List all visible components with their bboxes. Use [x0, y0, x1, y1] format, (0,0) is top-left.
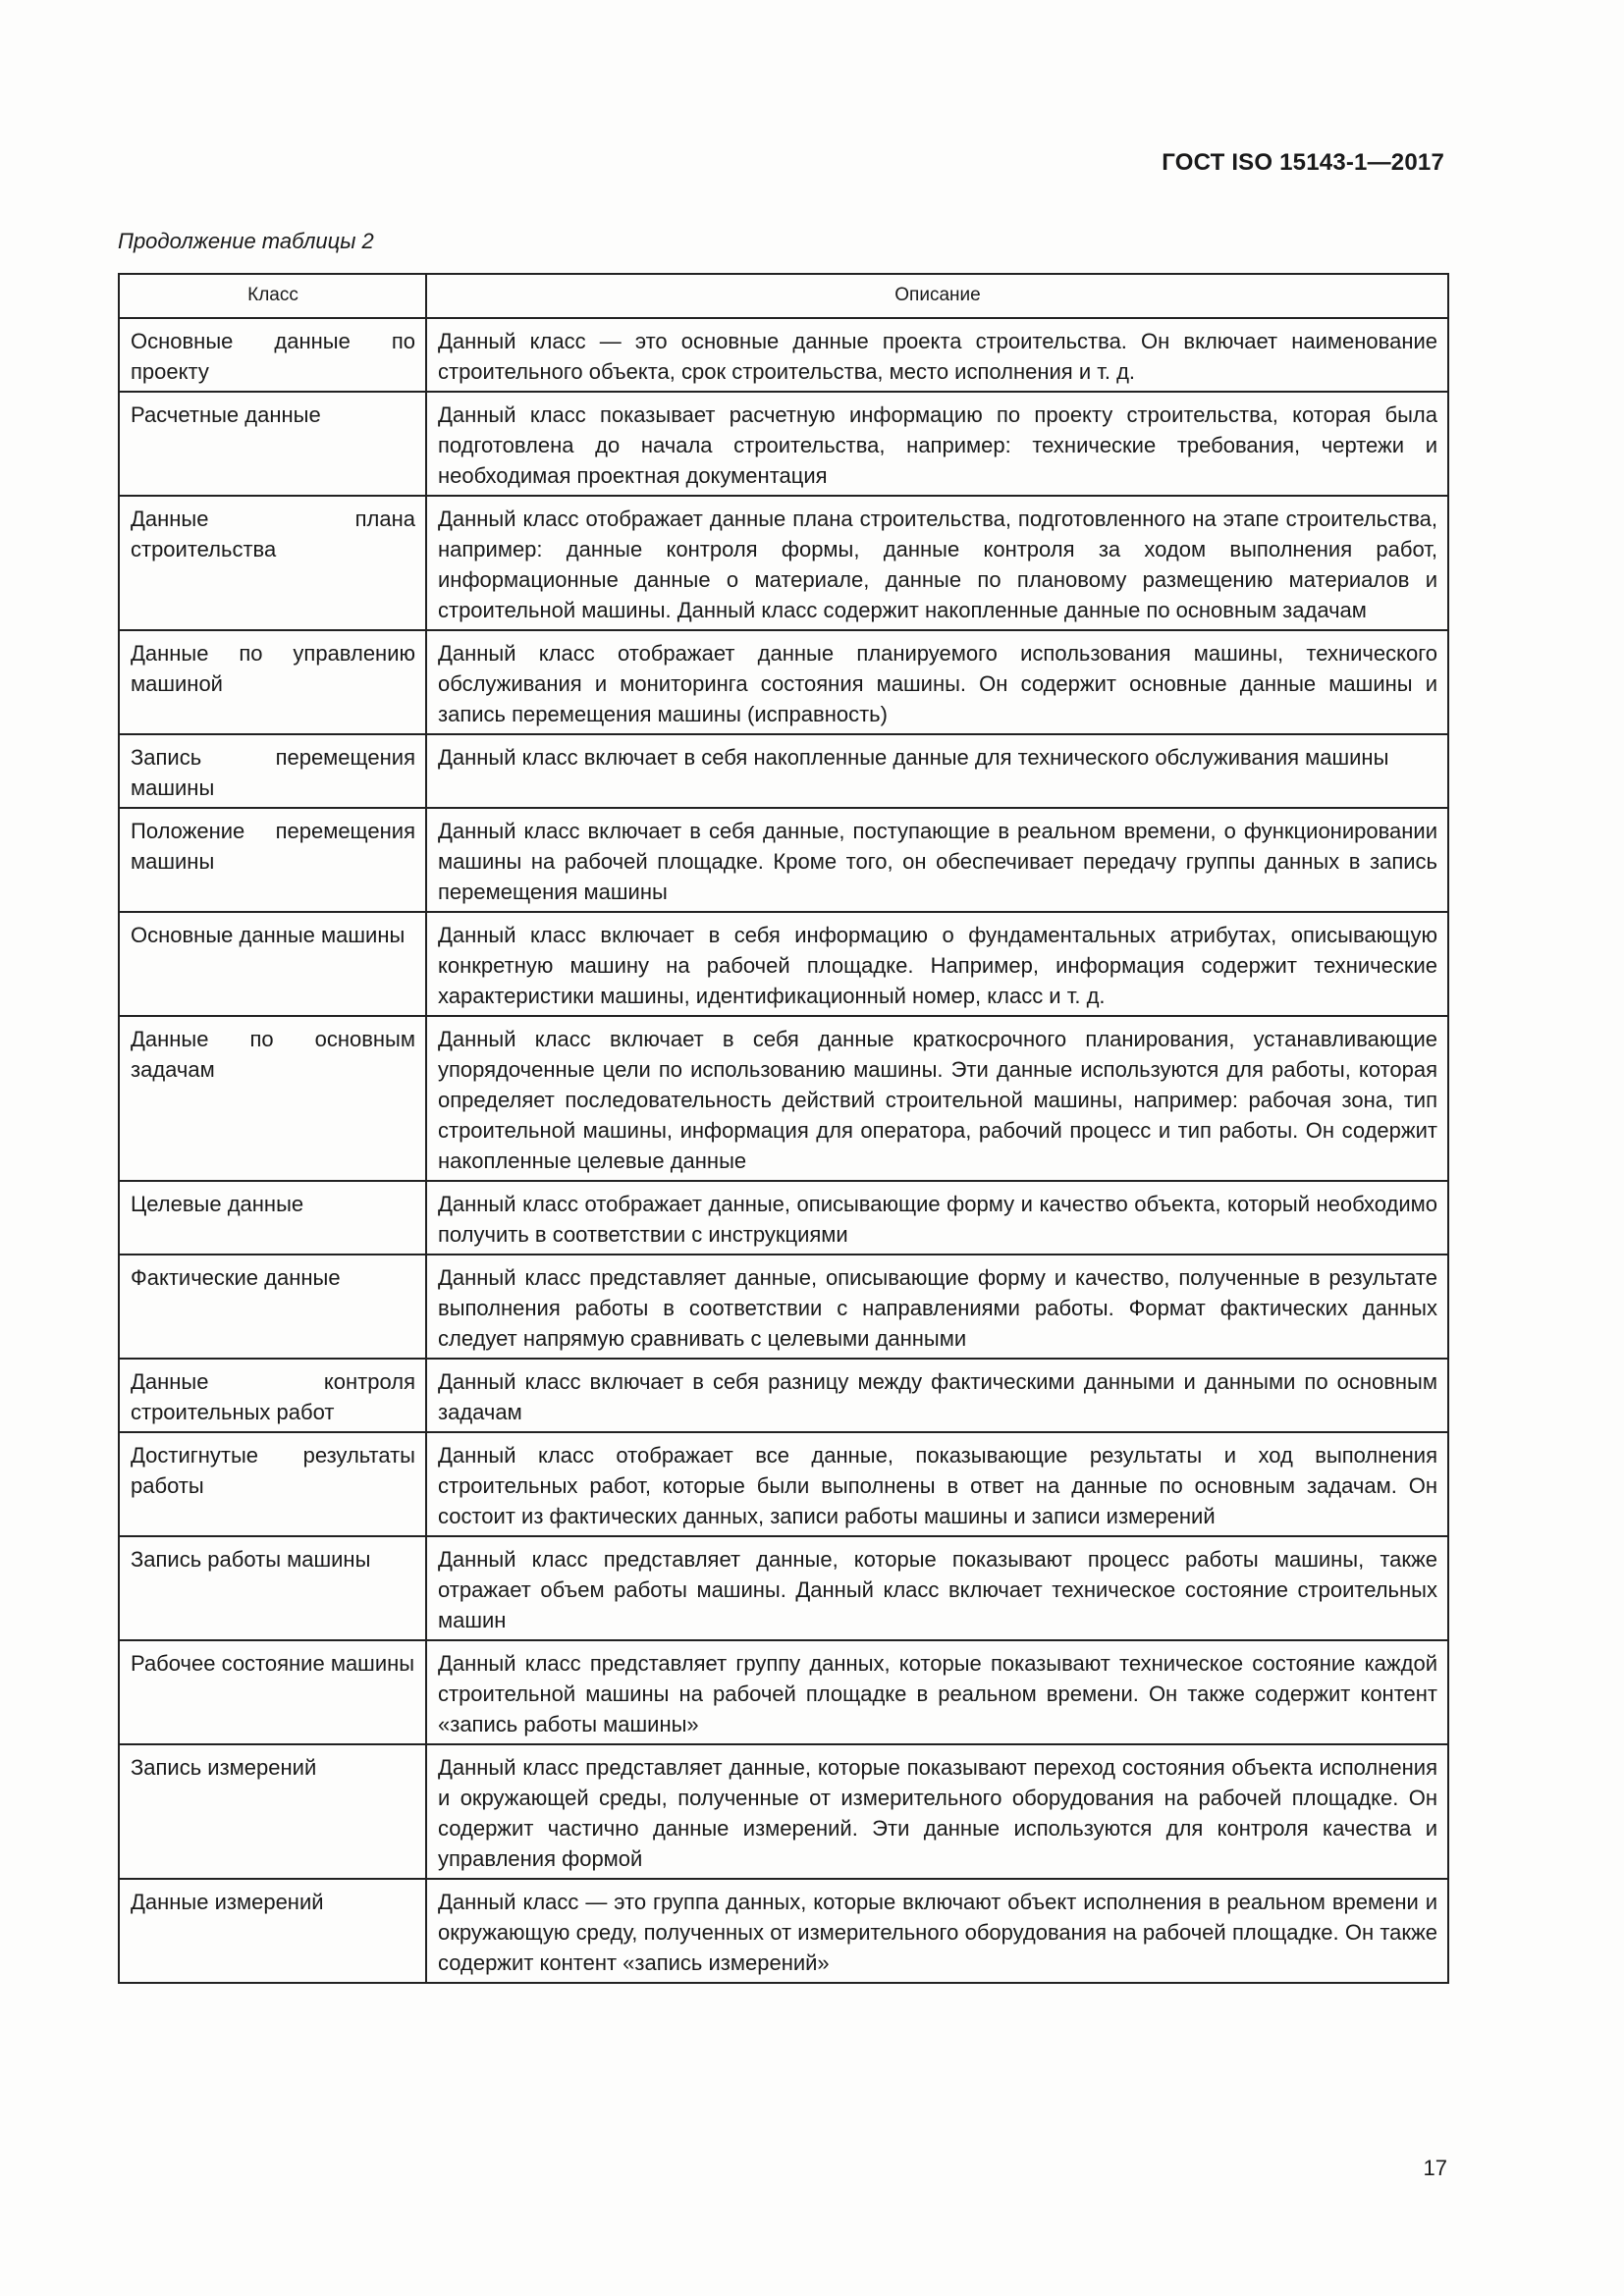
table-row — [119, 318, 1448, 392]
table-row — [119, 1432, 1448, 1536]
standard-header: ГОСТ ISO 15143-1—2017 — [1162, 149, 1444, 176]
table-header-row — [119, 274, 1448, 318]
table-caption: Продолжение таблицы 2 — [118, 229, 374, 253]
description-cell: Данный класс отображает все данные, показывающие результаты и ход выполнения строительных работ, которые были выполнены в ответ на данные по основным задачам. Он состоит из фактических данных, записи работы машины и записи измерений — [426, 1432, 1448, 1536]
class-cell: Данные по управлению машиной — [119, 630, 426, 734]
class-cell: Фактические данные — [119, 1255, 426, 1359]
class-cell: Данные контроля строительных работ — [119, 1359, 426, 1432]
table-row — [119, 630, 1448, 734]
description-cell: Данный класс — это группа данных, которые включают объект исполнения в реальном времени и окружающую среду, полученных от измерительного оборудования на рабочей площадке. Он также содержит контент «запись измерений» — [426, 1879, 1448, 1983]
class-cell: Рабочее состояние машины — [119, 1640, 426, 1744]
table-row — [119, 1016, 1448, 1181]
table-row — [119, 1359, 1448, 1432]
description-cell: Данный класс представляет данные, описывающие форму и качество, полученные в результате выполнения работы в соответствии с направлениями работы. Формат фактических данных следует напрямую сравнивать с целевыми данными — [426, 1255, 1448, 1359]
table-row — [119, 1640, 1448, 1744]
description-cell: Данный класс включает в себя данные, поступающие в реальном времени, о функционировании машины на рабочей площадке. Кроме того, он обеспечивает передачу группы данных в запись перемещения машины — [426, 808, 1448, 912]
description-cell: Данный класс включает в себя информацию о фундаментальных атрибутах, описывающую конкретную машину на рабочей площадке. Например, информация содержит технические характеристики машины, идентификационный номер, класс и т. д. — [426, 912, 1448, 1016]
class-cell: Расчетные данные — [119, 392, 426, 496]
column-header-description: Описание — [426, 274, 1448, 318]
classes-table — [118, 273, 1449, 1984]
class-cell: Целевые данные — [119, 1181, 426, 1255]
description-cell: Данный класс отображает данные планируемого использования машины, технического обслуживания и мониторинга состояния машины. Он содержит основные данные машины и запись перемещения машины (исправность) — [426, 630, 1448, 734]
table-row — [119, 1255, 1448, 1359]
class-cell: Данные плана строительства — [119, 496, 426, 630]
description-cell: Данный класс включает в себя накопленные данные для технического обслуживания машины — [426, 734, 1448, 808]
table-row — [119, 392, 1448, 496]
table-row — [119, 1536, 1448, 1640]
table-row — [119, 1744, 1448, 1879]
description-cell: Данный класс показывает расчетную информацию по проекту строительства, которая была подготовлена до начала строительства, например: технические требования, чертежи и необходимая проектная документация — [426, 392, 1448, 496]
class-cell: Данные измерений — [119, 1879, 426, 1983]
description-cell: Данный класс — это основные данные проекта строительства. Он включает наименование строительного объекта, срок строительства, место исполнения и т. д. — [426, 318, 1448, 392]
table-row — [119, 1181, 1448, 1255]
description-cell: Данный класс представляет данные, которые показывают переход состояния объекта исполнения и окружающей среды, полученные от измерительного оборудования на рабочей площадке. Он содержит частично данные измерений. Эти данные используются для контроля качества и управления формой — [426, 1744, 1448, 1879]
description-cell: Данный класс представляет группу данных, которые показывают техническое состояние каждой строительной машины на рабочей площадке в реальном времени. Он также содержит контент «запись работы машины» — [426, 1640, 1448, 1744]
table-row — [119, 808, 1448, 912]
class-cell: Положение перемещения машины — [119, 808, 426, 912]
description-cell: Данный класс включает в себя разницу между фактическими данными и данными по основным задачам — [426, 1359, 1448, 1432]
page-number: 17 — [1423, 2156, 1447, 2180]
class-cell: Основные данные по проекту — [119, 318, 426, 392]
table-row — [119, 496, 1448, 630]
column-header-class: Класс — [119, 274, 426, 318]
class-cell: Данные по основным задачам — [119, 1016, 426, 1181]
class-cell: Запись работы машины — [119, 1536, 426, 1640]
table-row — [119, 912, 1448, 1016]
class-cell: Запись измерений — [119, 1744, 426, 1879]
table-row — [119, 734, 1448, 808]
description-cell: Данный класс включает в себя данные краткосрочного планирования, устанавливающие упорядоченные цели по использованию машины. Эти данные используются для работы, которая определяет последовательность действий строительной машины, например: рабочая зона, тип строительной машины, информация для оператора, рабочий процесс и тип работы. Он содержит накопленные целевые данные — [426, 1016, 1448, 1181]
class-cell: Достигнутые результаты работы — [119, 1432, 426, 1536]
description-cell: Данный класс представляет данные, которые показывают процесс работы машины, также отражает объем работы машины. Данный класс включает техническое состояние строительных машин — [426, 1536, 1448, 1640]
class-cell: Основные данные машины — [119, 912, 426, 1016]
class-cell: Запись перемещения машины — [119, 734, 426, 808]
table-row — [119, 1879, 1448, 1983]
description-cell: Данный класс отображает данные плана строительства, подготовленного на этапе строительства, например: данные контроля формы, данные контроля за ходом выполнения работ, информационные данные о материале, данные по плановому размещению материалов и строительной машины. Данный класс содержит накопленные данные по основным задачам — [426, 496, 1448, 630]
description-cell: Данный класс отображает данные, описывающие форму и качество объекта, который необходимо получить в соответствии с инструкциями — [426, 1181, 1448, 1255]
